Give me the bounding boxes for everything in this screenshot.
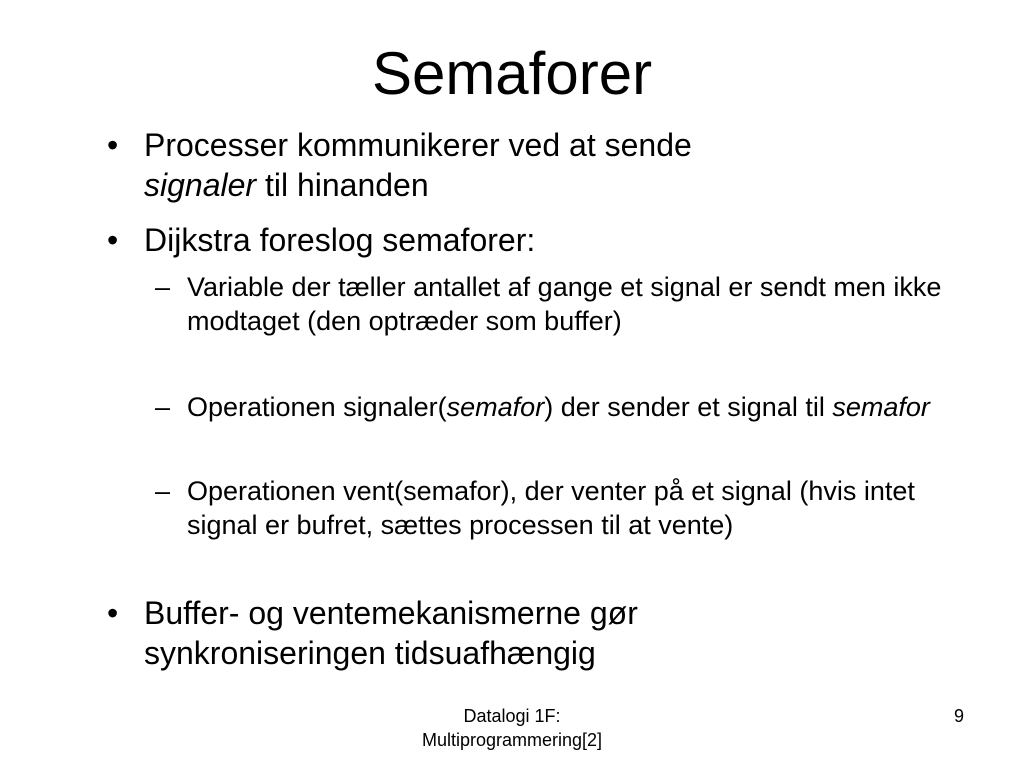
bullet-marker: •	[107, 127, 119, 163]
footer-course	[362, 704, 662, 752]
bullet-text-part: til hinanden	[256, 167, 429, 203]
footer-course-line: Datalogi 1F:	[463, 706, 561, 726]
bullet-text: Buffer- og ventemekanismerne gør synkroniseringen tidsuafhængig	[144, 595, 638, 671]
page-number: 9	[953, 706, 964, 726]
bullet-item	[107, 593, 877, 673]
dash-marker: –	[155, 476, 171, 506]
bullet-marker: •	[107, 222, 119, 258]
sub-bullet-text-italic: semafor	[832, 392, 930, 422]
sub-bullet-text-italic: semafor	[446, 392, 545, 422]
sub-bullet-text: Operationen vent(semafor), der venter på et signal (hvis intet signal er bufret, sættes processen til at vente)	[187, 476, 915, 540]
sub-bullet-text	[187, 390, 970, 424]
bullet-marker: •	[107, 595, 119, 631]
dash-marker: –	[155, 392, 171, 422]
bullet-item	[107, 125, 877, 205]
sub-bullet-text-part: Operationen signaler(	[187, 392, 447, 422]
sub-bullet-text: Variable der tæller antallet af gange et signal er sendt men ikke modtaget (den optræder som buffer)	[187, 272, 942, 336]
bullet-text	[144, 125, 877, 205]
bullet-text-italic: signaler	[144, 167, 257, 203]
sub-bullet-text-part: ) der sender et signal til	[544, 392, 833, 422]
footer-course-line: Multiprogrammering[2]	[421, 730, 603, 750]
sub-bullet-item	[155, 474, 970, 542]
dash-marker: –	[155, 272, 171, 302]
sub-bullet-item	[155, 390, 970, 424]
sub-bullet-item	[155, 270, 970, 338]
slide-title: Semaforer	[371, 40, 653, 107]
bullet-text-part: Processer kommunikerer ved at sende	[144, 127, 692, 163]
bullet-item	[107, 220, 877, 260]
bullet-text: Dijkstra foreslog semaforer:	[144, 222, 536, 258]
